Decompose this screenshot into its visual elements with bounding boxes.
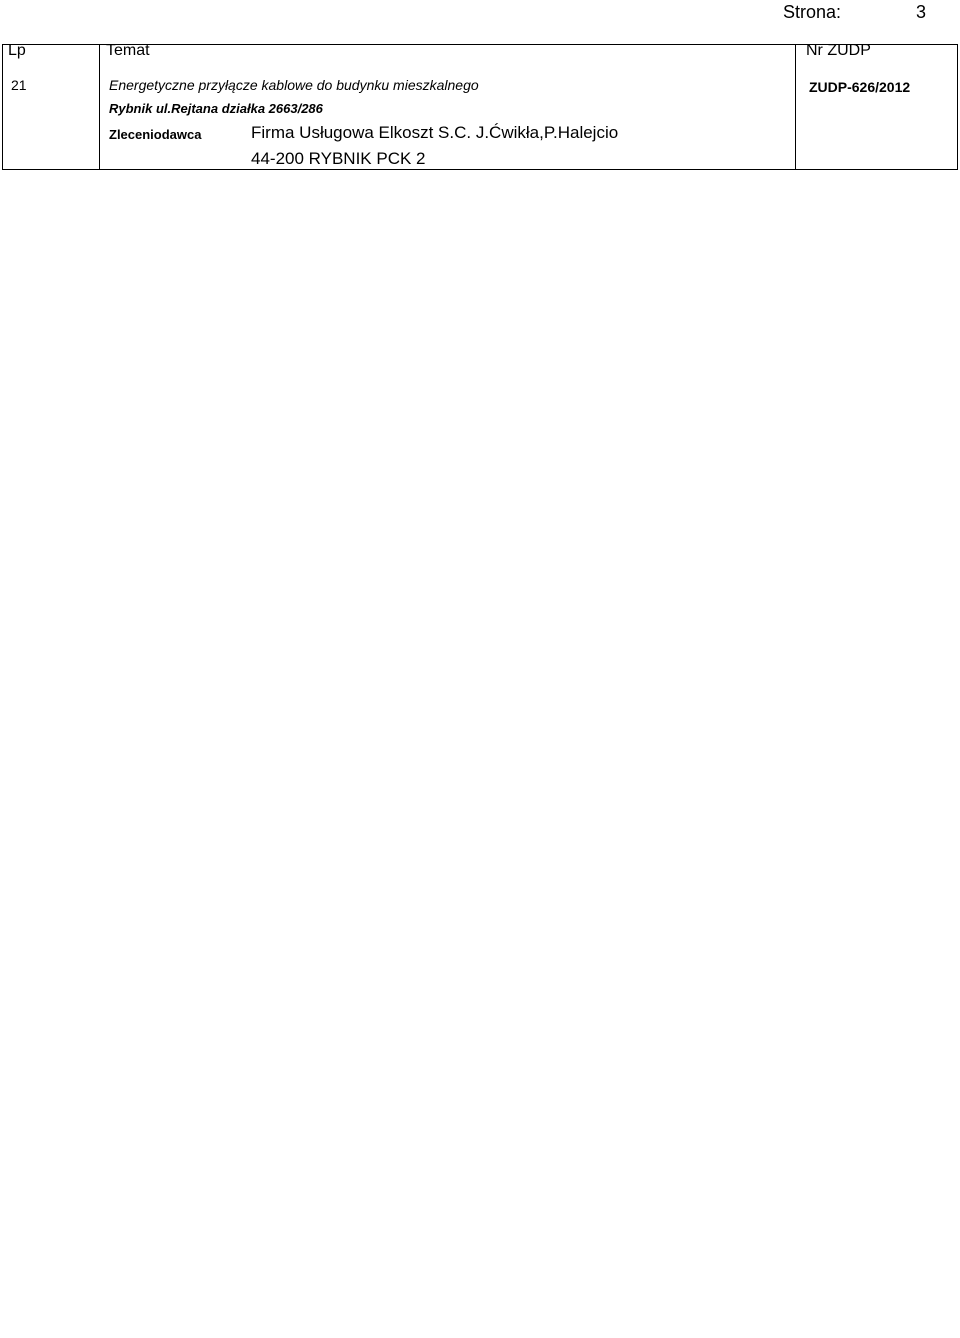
column-header-temat: Temat <box>106 42 150 59</box>
client-label: Zleceniodawca <box>109 127 202 142</box>
column-header-nr-zudp: Nr ZUDP <box>806 42 871 59</box>
zudp-number: ZUDP-626/2012 <box>809 79 911 95</box>
client-name: Firma Usługowa Elkoszt S.C. J.Ćwikła,P.Halejcio <box>251 123 619 142</box>
row-location: Rybnik ul.Rejtana działka 2663/286 <box>109 101 323 116</box>
row-number: 21 <box>11 77 27 93</box>
column-divider <box>99 45 100 169</box>
client-address: 44-200 RYBNIK PCK 2 <box>251 149 426 168</box>
column-divider <box>795 45 796 169</box>
page-number: 3 <box>916 2 927 22</box>
page-label: Strona: <box>783 2 842 22</box>
column-header-lp: Lp <box>8 42 26 59</box>
table-row <box>2 44 958 170</box>
page-header <box>760 0 960 22</box>
row-topic: Energetyczne przyłącze kablowe do budynku mieszkalnego <box>109 77 479 93</box>
